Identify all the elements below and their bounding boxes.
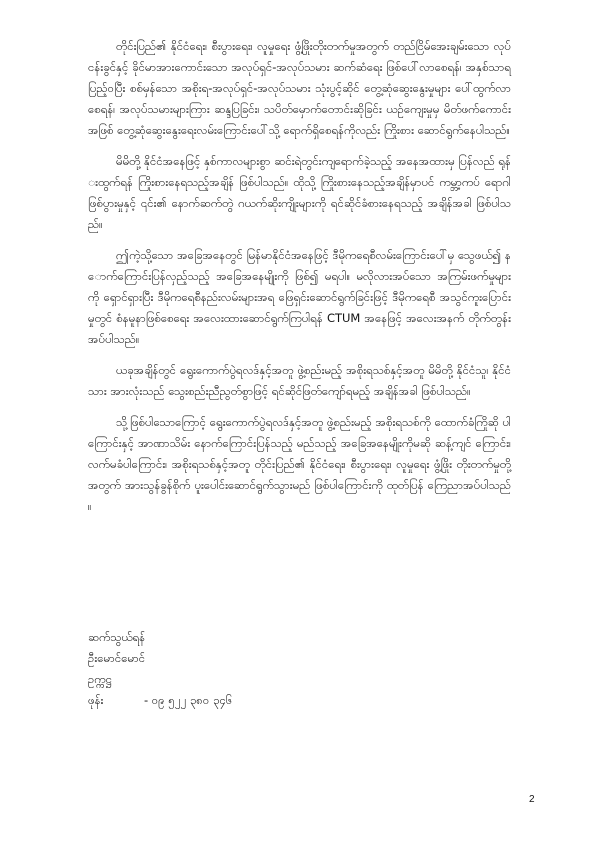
phone-row [88, 690, 388, 711]
phone-label: ဖုန်း [88, 693, 104, 707]
paragraph-4: ယခုအချိန်တွင် ရွေးကောက်ပွဲရလဒ်နှင့်အတူ ဖွဲ့စည်းမည့် အစိုးရသစ်နှင့်အတူ မိမိတို့ နိုင်ငံသူ၊ နိုင်ငံသား အားလုံးသည် သွေးစည်းညီညွတ်စွာဖြင့် ရင်ဆိုင်ဖြတ်ကျော်ရမည့် အချိန်အခါ ဖြစ်ပါသည်။ [88, 363, 511, 398]
signatory-title: ဥက္ကဋ္ဌ [88, 672, 112, 686]
contact-label: ဆက်သွယ်ရန် [88, 630, 146, 644]
statement-body [88, 36, 511, 527]
paragraph-2: မိမိတို့ နိုင်ငံအနေဖြင့် နှစ်ကာလများစွာ ဆင်းရဲတွင်းကျရောက်ခဲ့သည့် အနေအထားမှ ပြန်လည် ရုန်းထွက်ရန် ကြိုးစားနေရသည့်အချိန် ဖြစ်ပါသည်။ ထိုသို့ ကြိုးစားနေသည့်အချိန်မှာပင် ကမ္ဘာ့ကပ် ရောဂါ ဖြစ်ပွားမှုနှင့် ၎င်း၏ နောက်ဆက်တွဲ ဂယက်ဆိုးကျိုးများကို ရင်ဆိုင်ခံစားနေရသည့် အချိန်အခါ ဖြစ်ပါသည်။ [88, 154, 511, 231]
paragraph-1: တိုင်းပြည်၏ နိုင်ငံရေး၊ စီးပွားရေး၊ လူမှုရေး ဖွံ့ဖြိုးတိုးတက်မှုအတွက် တည်ငြိမ်အေးချမ်းသော လုပ်ငန်းခွင်နှင့် ခိုင်မာအားကောင်းသော အလုပ်ရှင်-အလုပ်သမား ဆက်ဆံရေး ဖြစ်ပေါ်လာစေရန်၊ အနှစ်သာရ ပြည့်ဝပြီး စစ်မှန်သော အစိုးရ-အလုပ်ရှင်-အလုပ်သမား သုံးပွင့်ဆိုင် တွေ့ဆုံဆွေးနွေးမှုများ ပေါ်ထွက်လာစေရန်၊ အလုပ်သမားများကြား ဆန္ဒပြခြင်း၊ သပိတ်မှောက်တောင်းဆိုခြင်း ယဉ်ကျေးမှုမှ မိတ်ဖက်ကောင်းအဖြစ် တွေ့ဆုံဆွေးနွေးရေးလမ်းကြောင်းပေါ်သို့ ရောက်ရှိစေရန်ကိုလည်း ကြိုးစား ဆောင်ရွက်နေပါသည်။ [88, 39, 511, 137]
paragraph-5: သို့ဖြစ်ပါသောကြောင့် ရွေးကောက်ပွဲရလဒ်နှင့်အတူ ဖွဲ့စည်းမည့် အစိုးရသစ်ကို ထောက်ခံကြိုဆို ပါကြောင်းနှင့် အာဏာသိမ်း နောက်ကြောင်းပြန်သည့် မည်သည့် အခြေအနေမျိုးကိုမဆို ဆန့်ကျင် ကြောင်း၊ လက်မခံပါကြောင်း၊ အစိုးရသစ်နှင့်အတူ တိုင်းပြည်၏ နိုင်ငံရေး၊ စီးပွားရေး၊ လူမှုရေး ဖွံ့ဖြိုး တိုးတက်မှုတို့အတွက် အားသွန်ခွန်စိုက် ပူးပေါင်းဆောင်ရွက်သွားမည် ဖြစ်ပါကြောင်းကို ထုတ်ပြန် ကြေညာအပ်ပါသည်။ [88, 415, 511, 513]
page-number: 2 [529, 794, 535, 805]
paragraph-3: ဤကဲ့သို့သော အခြေအနေတွင် မြန်မာနိုင်ငံအနေဖြင့် ဒီမိုကရေစီလမ်းကြောင်းပေါ်မှ သွေဖယ်၍ နောက်ကြောင်းပြန်လှည့်သည့် အခြေအနေမျိုးကို ဖြစ်၍ မရပါ။ မလိုလားအပ်သော အကြမ်းဖက်မှုများ ကို ရှောင်ရှားပြီး ဒီမိုကရေစီနည်းလမ်းများအရ ဖြေရှင်းဆောင်ရွက်ခြင်းဖြင့် ဒီမိုကရေစီ အသွင်ကူးပြောင်း မှုတွင် စံနမူနာဖြစ်စေရေး အလေးထားဆောင်ရွက်ကြပါရန် CTUM အနေဖြင့် အလေးအနက် တိုက်တွန်း အပ်ပါသည်။ [88, 248, 511, 346]
signatory-name: ဦးမောင်မောင် [88, 651, 146, 665]
signature-block [88, 627, 388, 711]
phone-number: - ၀၉ ၅၂၂ ၃၈၀ ၃၄၆ [144, 693, 233, 707]
